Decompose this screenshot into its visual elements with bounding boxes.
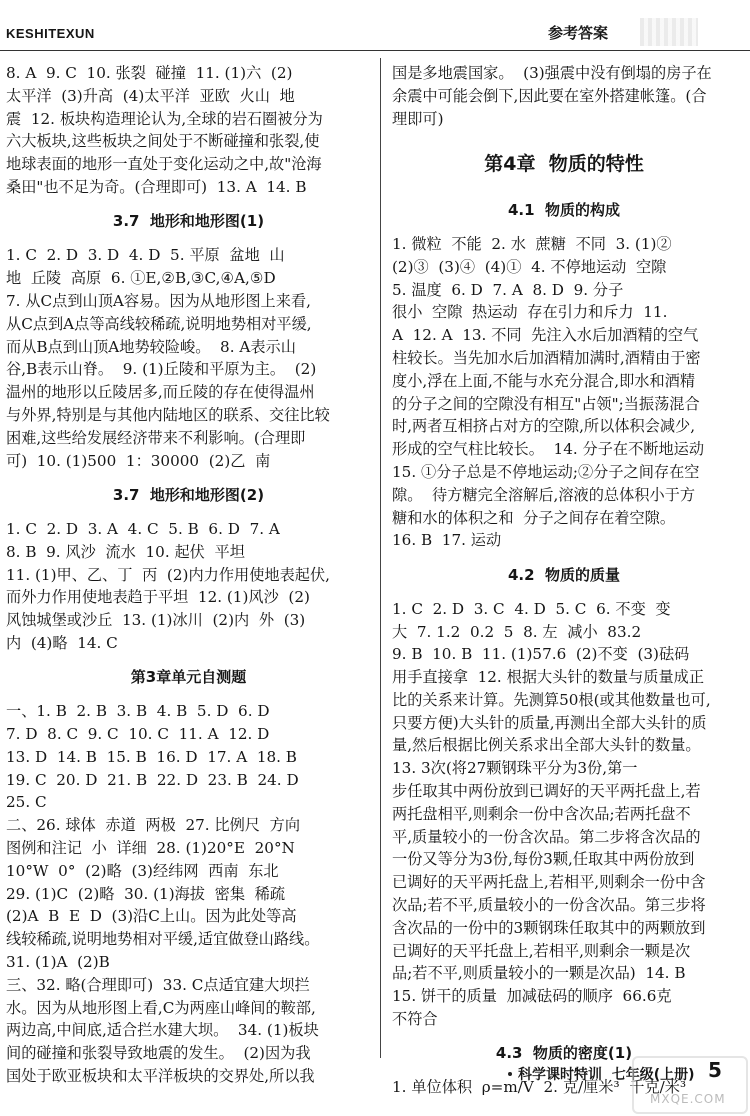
column-divider (380, 58, 381, 1058)
text-line: 一份又等分为3份,每份3颗,任取其中两份放到 (392, 850, 695, 869)
text-line: 而外力作用使地表趋于平坦 12. (1)风沙 (2) (6, 588, 310, 607)
section-title-4-3: 4.3 物质的密度(1) (495, 1044, 633, 1063)
text-line: 太平洋 (3)升高 (4)太平洋 亚欧 火山 地 (6, 86, 295, 105)
text-line: A 12. A 13. 不同 先注入水后加酒精的空气 (392, 326, 699, 345)
text-line: 1. C 2. D 3. D 4. D 5. 平原 盆地 山 (6, 246, 285, 265)
text-line: 1. 微粒 不能 2. 水 蔗糖 不同 3. (1)② (392, 234, 672, 253)
text-line: 可) 10. (1)500 1：30000 (2)乙 南 (6, 451, 271, 470)
section-title-4-2: 4.2 物质的质量 (507, 565, 621, 584)
chapter-4-title: 第4章 物质的特性 (484, 153, 644, 176)
text-line: 内 (4)略 14. C (6, 633, 118, 652)
header-decoration (640, 18, 698, 46)
text-line: 7. D 8. C 9. C 10. C 11. A 12. D (6, 725, 270, 744)
left-block-3 (6, 518, 371, 655)
right-block-2 (392, 233, 736, 552)
text-line: 8. A 9. C 10. 张裂 碰撞 11. (1)六 (2) (6, 64, 293, 82)
text-line: 理即可) (392, 109, 444, 128)
text-line: 时,两者互相挤占对方的空隙,所以体积会减少, (392, 417, 696, 436)
text-line: 二、26. 球体 赤道 两极 27. 比例尺 方向 (6, 816, 301, 835)
text-line: 11. (1)甲、乙、丁 丙 (2)内力作用使地表起伏, (6, 565, 330, 584)
text-line: 余震中可能会倒下,因此要在室外搭建帐篷。(合 (392, 86, 707, 105)
text-line: 1. C 2. D 3. A 4. C 5. B 6. D 7. A (6, 519, 280, 538)
left-column (6, 62, 371, 1088)
section-title-chapter-3-test: 第3章单元自测题 (130, 668, 247, 687)
text-line: 线较稀疏,说明地势相对平缓,适宜做登山路线。 (6, 930, 320, 949)
text-line: 图例和注记 小 详细 28. (1)20°E 20°N (6, 839, 295, 858)
text-line: 温州的地形以丘陵居多,而丘陵的存在使得温州 (6, 383, 315, 402)
text-line: 不符合 (392, 1010, 438, 1029)
left-block-2 (6, 244, 371, 472)
text-line: 5. 温度 6. D 7. A 8. D 9. 分子 (392, 280, 624, 299)
text-line: 六大板块,这些板块之间处于不断碰撞和张裂,使 (6, 132, 320, 151)
text-line: 已调好的天平两托盘上,若相平,则剩余一份中含 (392, 873, 706, 892)
text-line: 两托盘相平,则剩余一份中含次品;若两托盘不 (392, 804, 691, 823)
text-line: 1. 单位体积 ρ=m/V 2. 克/厘米³ 千克/米³ (392, 1078, 687, 1097)
text-line: 很小 空隙 热运动 存在引力和斥力 11. (392, 303, 668, 322)
page-number: 5 (708, 1058, 722, 1082)
text-line: 度小,浮在上面,不能与水充分混合,即水和酒精 (392, 371, 696, 390)
section-title-4-1: 4.1 物质的构成 (507, 200, 621, 219)
text-line: 7. 从C点到山顶A容易。因为从地形图上来看, (6, 291, 311, 310)
left-block-1 (6, 62, 371, 199)
header-right-text: 参考答案 (548, 24, 609, 42)
left-block-4 (6, 700, 371, 1088)
text-line: 次品;若不平,质量较小的一份含次品。第三步将 (392, 896, 706, 915)
text-line: 地球表面的地形一直处于变化运动之中,故"沧海 (6, 155, 322, 174)
text-line: 一、1. B 2. B 3. B 4. B 5. D 6. D (6, 702, 270, 721)
text-line: 13. D 14. B 15. B 16. D 17. A 18. B (6, 747, 297, 766)
text-line: 震 12. 板块构造理论认为,全球的岩石圈被分为 (6, 109, 323, 128)
text-line: 只要方便)大头针的质量,再测出全部大头针的质 (392, 713, 707, 732)
footer-dot (508, 1072, 512, 1076)
text-line: 间的碰撞和张裂导致地震的发生。 (2)因为我 (6, 1044, 311, 1063)
text-line: 9. B 10. B 11. (1)57.6 (2)不变 (3)砝码 (392, 645, 690, 664)
text-line: 风蚀城堡或沙丘 13. (1)冰川 (2)内 外 (3) (6, 611, 306, 630)
text-line: 桑田"也不足为奇。(合理即可) 13. A 14. B (6, 177, 307, 196)
text-line: 柱较长。当先加水后加酒精加满时,酒精由于密 (392, 348, 701, 367)
text-line: 水。因为从地形图上看,C为两座山峰间的鞍部, (6, 998, 316, 1017)
text-line: 从C点到A点等高线较稀疏,说明地势相对平缓, (6, 314, 312, 333)
right-block-3 (392, 598, 736, 1031)
footer-book-title: 科学课时特训 七年级(上册) (518, 1067, 695, 1083)
text-line: 谷,B表示山脊。 9. (1)丘陵和平原为主。 (2) (6, 360, 317, 379)
text-line: 15. ①分子总是不停地运动;②分子之间存在空 (392, 462, 700, 481)
text-line: 含次品的一份中的3颗钢珠任取其中的两颗放到 (392, 918, 706, 937)
section-title-3-7-1: 3.7 地形和地形图(1) (112, 212, 265, 231)
text-line: 困难,这些给发展经济带来不利影响。(合理即 (6, 428, 306, 447)
text-line: 19. C 20. D 21. B 22. D 23. B 24. D (6, 770, 299, 789)
header-left-text: KESHITEXUN (6, 26, 95, 41)
text-line: 大 7. 1.2 0.2 5 8. 左 减小 83.2 (392, 622, 642, 641)
text-line: 隙。 待方糖完全溶解后,溶液的总体积小于方 (392, 485, 696, 504)
right-block-1 (392, 62, 736, 130)
header-rule (0, 50, 750, 51)
right-column (392, 62, 736, 1099)
text-line: 已调好的天平托盘上,若相平,则剩余一颗是次 (392, 941, 691, 960)
text-line: 29. (1)C (2)略 30. (1)海拔 密集 稀疏 (6, 884, 286, 903)
text-line: 1. C 2. D 3. C 4. D 5. C 6. 不变 变 (392, 599, 671, 618)
text-line: 而从B点到山顶A地势较险峻。 8. A表示山 (6, 337, 296, 356)
text-line: 步任取其中两份放到已调好的天平两托盘上,若 (392, 782, 701, 801)
text-line: 与外界,特别是与其他内陆地区的联系、交往比较 (6, 405, 330, 424)
text-line: 国处于欧亚板块和太平洋板块的交界处,所以我 (6, 1067, 315, 1086)
text-line: 形成的空气柱比较长。 14. 分子在不断地运动 (392, 440, 705, 459)
text-line: 比的关系来计算。先测算50根(或其他数量也可, (392, 690, 711, 709)
text-line: (2)③ (3)④ (4)① 4. 不停地运动 空隙 (392, 257, 667, 276)
text-line: 国是多地震国家。 (3)强震中没有倒塌的房子在 (392, 64, 712, 82)
text-line: 地 丘陵 高原 6. ①E,②B,③C,④A,⑤D (6, 269, 276, 288)
text-line: 31. (1)A (2)B (6, 953, 110, 972)
text-line: 三、32. 略(合理即可) 33. C点适宜建大坝拦 (6, 975, 310, 994)
text-line: 16. B 17. 运动 (392, 531, 502, 550)
text-line: 的分子之间的空隙没有相互"占领";当振荡混合 (392, 394, 700, 413)
text-line: 13. 3次(将27颗钢珠平分为3份,第一 (392, 759, 638, 778)
text-line: 25. C (6, 793, 47, 812)
text-line: 10°W 0° (2)略 (3)经纬网 西南 东北 (6, 861, 279, 880)
text-line: 糖和水的体积之和 分子之间存在着空隙。 (392, 508, 676, 527)
text-line: 量,然后根据比例关系求出全部大头针的数量。 (392, 736, 701, 755)
text-line: 15. 饼干的质量 加减砝码的顺序 66.6克 (392, 987, 672, 1006)
text-line: 8. B 9. 风沙 流水 10. 起伏 平坦 (6, 542, 245, 561)
section-title-3-7-2: 3.7 地形和地形图(2) (112, 485, 265, 504)
text-line: 用手直接拿 12. 根据大头针的数量与质量成正 (392, 668, 705, 687)
watermark-text: MXQE.COM (650, 1092, 726, 1106)
text-line: 品;若不平,则质量较小的一颗是次品) 14. B (392, 964, 686, 983)
text-line: 平,质量较小的一份含次品。第二步将含次品的 (392, 827, 701, 846)
text-line: (2)A B E D (3)沿C上山。因为此处等高 (6, 907, 297, 926)
text-line: 两边高,中间底,适合拦水建大坝。 34. (1)板块 (6, 1021, 319, 1040)
